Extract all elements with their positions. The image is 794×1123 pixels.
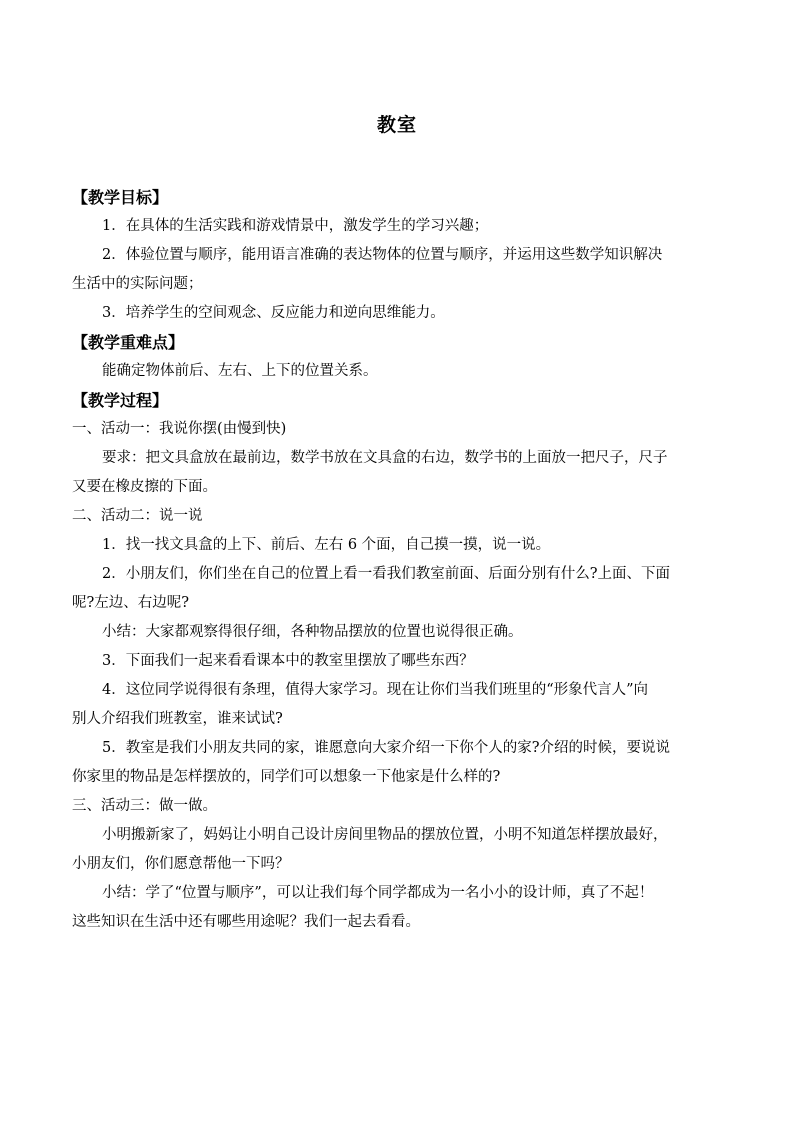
page-title: 教室 [376,114,417,136]
activity2-summary: 小结：大家都观察得很仔细，各种物品摆放的位置也说得很正确。 [102,624,523,640]
activity3-summary-continued: 这些知识在生活中还有哪些用途呢？我们一起去看看。 [72,914,420,930]
objective-item: 1．在具体的生活实践和游戏情景中，激发学生的学习兴趣； [102,218,489,234]
activity2-item: 2．小朋友们，你们坐在自己的位置上看一看我们教室前面、后面分别有什么?上面、下面 [102,566,670,582]
activity2-item-continued: 呢?左边、右边呢? [72,595,190,611]
activity3-text: 小明搬新家了，妈妈让小明自己设计房间里物品的摆放位置，小明不知道怎样摆放最好， [102,827,668,843]
key-points-heading: 【教学重难点】 [72,333,185,352]
activity1-text-continued: 又要在橡皮擦的下面。 [72,479,217,495]
objective-item: 2．体验位置与顺序，能用语言准确的表达物体的位置与顺序，并运用这些数学知识解决 [102,247,663,263]
objectives-heading: 【教学目标】 [72,188,169,207]
activity2-title: 二、活动二：说一说 [72,508,203,524]
objective-item: 3．培养学生的空间观念、反应能力和逆向思维能力。 [102,305,445,321]
activity2-item: 4．这位同学说得很有条理，值得大家学习。现在让你们当我们班里的“形象代言人”向 [102,682,649,698]
activity2-item: 1．找一找文具盒的上下、前后、左右 6 个面，自己摸一摸，说一说。 [102,537,551,553]
activity2-item-continued: 别人介绍我们班教室，谁来试试? [72,711,283,727]
activity2-item: 3．下面我们一起来看看课本中的教室里摆放了哪些东西？ [102,653,474,669]
activity2-item: 5．教室是我们小朋友共同的家，谁愿意向大家介绍一下你个人的家?介绍的时候，要说说 [102,740,670,756]
process-heading: 【教学过程】 [72,391,169,410]
activity1-title: 一、活动一：我说你摆(由慢到快) [72,421,287,437]
activity1-text: 要求：把文具盒放在最前边，数学书放在文具盒的右边，数学书的上面放一把尺子，尺子 [102,450,668,466]
key-points-text: 能确定物体前后、左右、上下的位置关系。 [102,363,378,379]
objective-item-continued: 生活中的实际问题； [72,276,203,292]
activity3-title: 三、活动三：做一做。 [72,798,217,814]
document-body [72,183,724,937]
activity3-summary: 小结：学了“位置与顺序”，可以让我们每个同学都成为一名小小的设计师，真了不起！ [102,885,654,901]
activity2-item-continued: 你家里的物品是怎样摆放的，同学们可以想象一下他家是什么样的? [72,769,501,785]
activity3-text-continued: 小朋友们，你们愿意帮他一下吗？ [72,856,290,872]
